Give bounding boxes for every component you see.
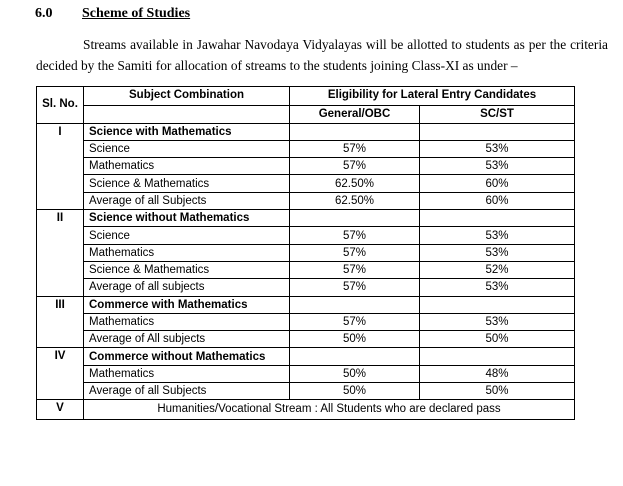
subheader-row <box>37 106 575 123</box>
general-obc-cell: 57% <box>290 227 420 244</box>
section-number: 6.0 <box>35 6 53 21</box>
general-obc-cell: 57% <box>290 313 420 330</box>
header-sl-no: Sl. No. <box>37 87 84 124</box>
sc-st-cell: 60% <box>420 192 575 209</box>
header-subject-combination: Subject Combination <box>84 87 290 106</box>
sc-st-cell: 53% <box>420 158 575 175</box>
sc-st-cell: 53% <box>420 313 575 330</box>
stream-name: Commerce without Mathematics <box>84 348 290 365</box>
table-row <box>37 331 575 348</box>
stream-sc-blank <box>420 123 575 140</box>
sc-st-cell: 53% <box>420 140 575 157</box>
scheme-table <box>36 86 575 420</box>
general-obc-cell: 50% <box>290 331 420 348</box>
footer-text: Humanities/Vocational Stream : All Students who are declared pass <box>84 400 575 419</box>
sc-st-cell: 50% <box>420 383 575 400</box>
subject-cell: Science & Mathematics <box>84 261 290 278</box>
general-obc-cell: 62.50% <box>290 175 420 192</box>
stream-general-blank <box>290 348 420 365</box>
stream-sc-blank <box>420 210 575 227</box>
table-row <box>37 158 575 175</box>
stream-sc-blank <box>420 348 575 365</box>
subject-cell: Science <box>84 227 290 244</box>
sc-st-cell: 53% <box>420 227 575 244</box>
table-row <box>37 313 575 330</box>
footer-row <box>37 400 575 419</box>
section-heading <box>35 6 190 22</box>
general-obc-cell: 57% <box>290 279 420 296</box>
stream-row <box>37 296 575 313</box>
table-row <box>37 227 575 244</box>
table-row <box>37 192 575 209</box>
general-obc-cell: 50% <box>290 365 420 382</box>
stream-row <box>37 348 575 365</box>
stream-name: Science with Mathematics <box>84 123 290 140</box>
table-row <box>37 279 575 296</box>
stream-row <box>37 210 575 227</box>
stream-name: Science without Mathematics <box>84 210 290 227</box>
section-title: Scheme of Studies <box>82 6 191 21</box>
stream-sl-no: I <box>37 123 84 209</box>
subject-cell: Average of all subjects <box>84 279 290 296</box>
subject-cell: Mathematics <box>84 244 290 261</box>
table-row <box>37 244 575 261</box>
stream-general-blank <box>290 123 420 140</box>
table-row <box>37 383 575 400</box>
header-general-obc: General/OBC <box>290 106 420 123</box>
sc-st-cell: 53% <box>420 244 575 261</box>
sc-st-cell: 50% <box>420 331 575 348</box>
subject-cell: Average of All subjects <box>84 331 290 348</box>
header-sc-st: SC/ST <box>420 106 575 123</box>
subject-cell: Mathematics <box>84 365 290 382</box>
subject-cell: Average of all Subjects <box>84 383 290 400</box>
stream-general-blank <box>290 210 420 227</box>
table-row <box>37 140 575 157</box>
subject-cell: Mathematics <box>84 158 290 175</box>
header-row <box>37 87 575 106</box>
header-subject-blank <box>84 106 290 123</box>
stream-sl-no: IV <box>37 348 84 400</box>
header-eligibility: Eligibility for Lateral Entry Candidates <box>290 87 575 106</box>
table-row <box>37 365 575 382</box>
general-obc-cell: 50% <box>290 383 420 400</box>
general-obc-cell: 57% <box>290 244 420 261</box>
sc-st-cell: 53% <box>420 279 575 296</box>
subject-cell: Mathematics <box>84 313 290 330</box>
subject-cell: Average of all Subjects <box>84 192 290 209</box>
general-obc-cell: 57% <box>290 158 420 175</box>
footer-sl-no: V <box>37 400 84 419</box>
intro-paragraph: Streams available in Jawahar Navodaya Vidyalayas will be allotted to students as per the criteria decided by the Samiti for allocation of streams to the students joining Class-XI as under – <box>36 37 608 73</box>
general-obc-cell: 57% <box>290 261 420 278</box>
table-row <box>37 261 575 278</box>
stream-sl-no: III <box>37 296 84 348</box>
stream-sc-blank <box>420 296 575 313</box>
subject-cell: Science & Mathematics <box>84 175 290 192</box>
table-row <box>37 175 575 192</box>
sc-st-cell: 60% <box>420 175 575 192</box>
stream-row <box>37 123 575 140</box>
sc-st-cell: 52% <box>420 261 575 278</box>
stream-general-blank <box>290 296 420 313</box>
table-body <box>37 123 575 419</box>
general-obc-cell: 57% <box>290 140 420 157</box>
general-obc-cell: 62.50% <box>290 192 420 209</box>
stream-name: Commerce with Mathematics <box>84 296 290 313</box>
subject-cell: Science <box>84 140 290 157</box>
sc-st-cell: 48% <box>420 365 575 382</box>
stream-sl-no: II <box>37 210 84 296</box>
